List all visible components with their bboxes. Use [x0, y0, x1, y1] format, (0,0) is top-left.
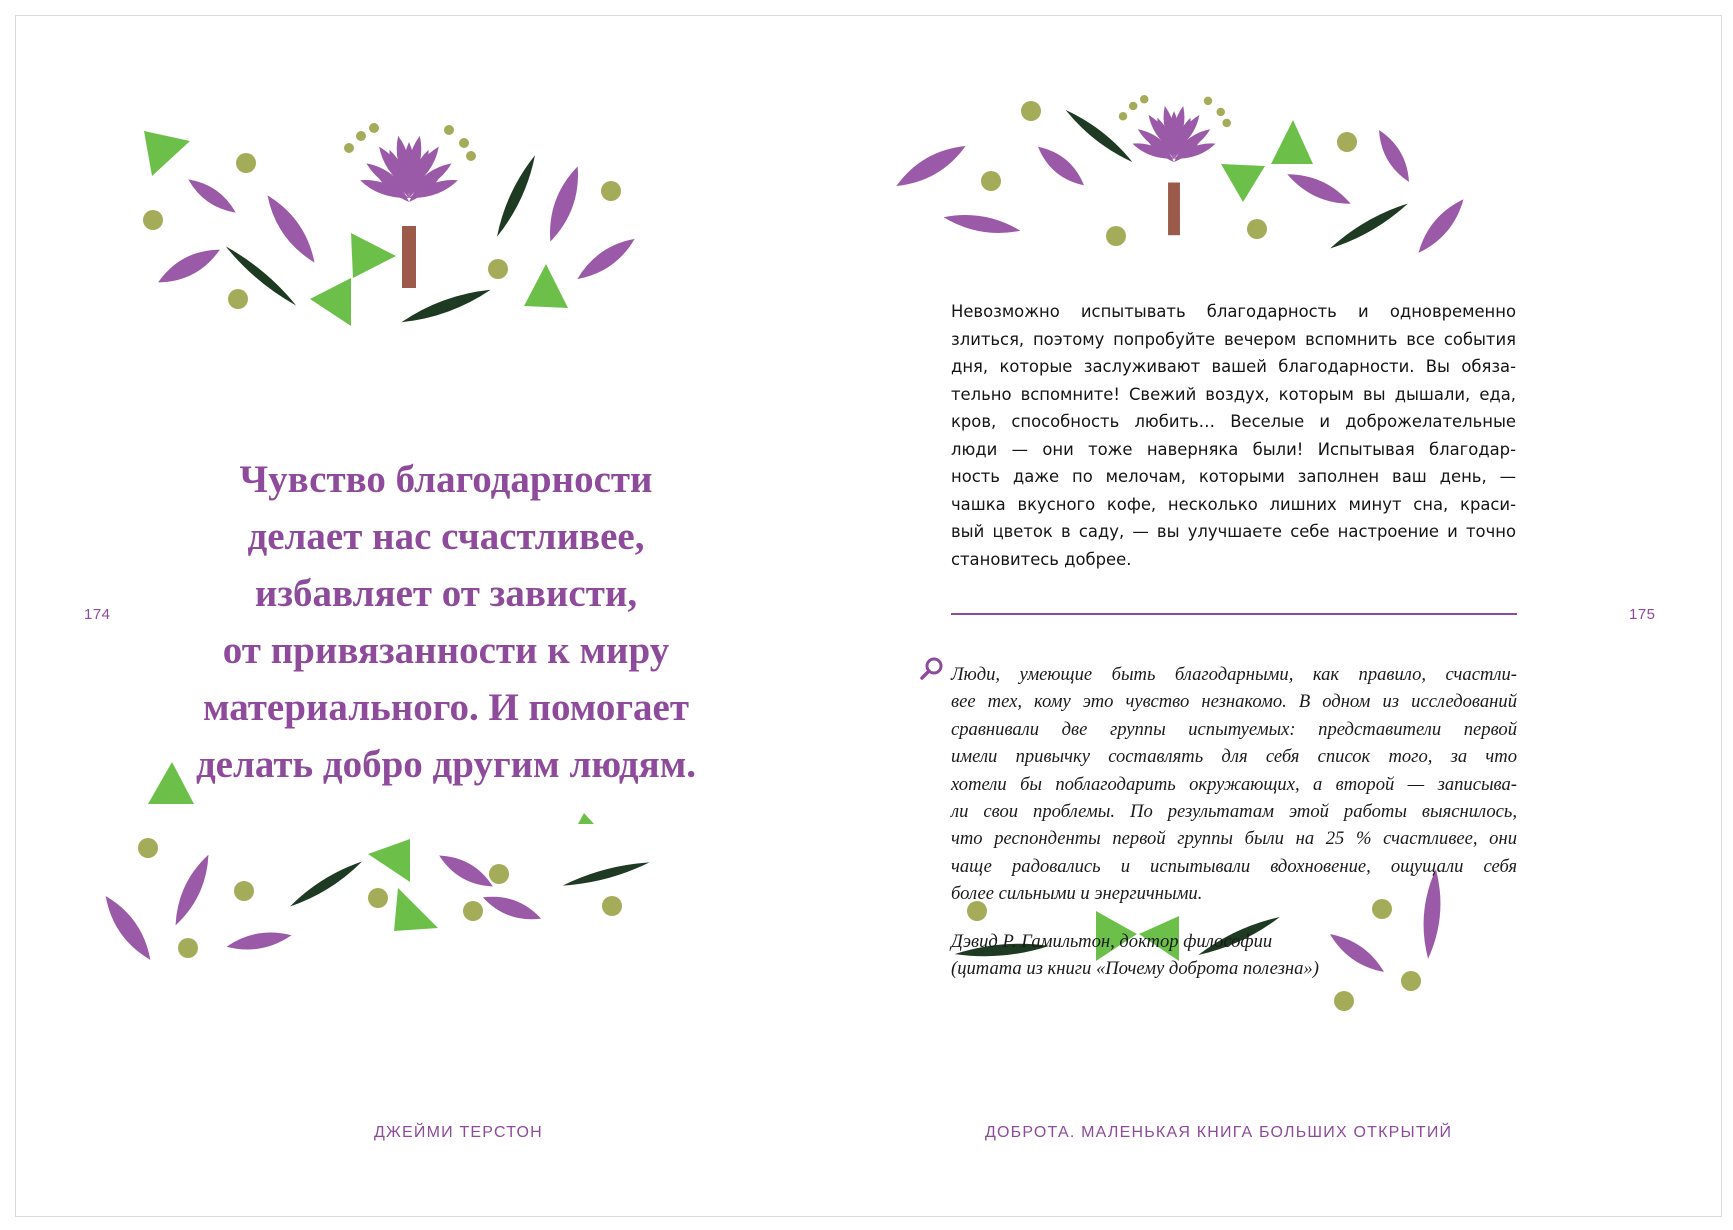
tree-bud: [1217, 108, 1226, 117]
triangle-shape: [524, 264, 568, 308]
leaf-shape: [184, 174, 240, 219]
triangle-shape: [310, 278, 351, 326]
text-line: чаще радовались и испытывали вдохновение, ощущали себя: [951, 855, 1517, 877]
tree-bud: [1204, 97, 1213, 106]
text-line: вее тех, кому это чувство незнакомо. В одном из исследований: [951, 691, 1517, 713]
text-line: сравнивали две группы испытуемых: представители первой: [951, 718, 1517, 740]
dot-shape: [1247, 219, 1267, 239]
dot-shape: [1021, 101, 1041, 121]
dot-shape: [236, 153, 256, 173]
text-line: ность даже по мелочам, которыми заполнен ваш день, —: [951, 467, 1516, 486]
triangle-shape: [1221, 164, 1265, 202]
dot-shape: [1106, 226, 1126, 246]
top-leaf-ornament: [892, 95, 1470, 258]
leaf-shape: [435, 849, 497, 894]
dot-shape: [1334, 991, 1354, 1011]
quote-attribution: [951, 928, 1517, 983]
text-line: злиться, поэтому попробуйте вечером вспомнить все события: [951, 329, 1516, 349]
leaf-shape: [561, 858, 650, 890]
tree-bud: [369, 123, 379, 133]
triangle-shape: [351, 233, 396, 278]
running-footer-author: ДЖЕЙМИ ТЕРСТОН: [374, 1124, 543, 1141]
dot-shape: [601, 181, 621, 201]
dot-shape: [143, 210, 163, 230]
quote-line: Чувство благодарности: [239, 458, 653, 501]
quote-line: от привязанности к миру: [222, 629, 670, 672]
dot-shape: [1337, 132, 1357, 152]
right-page-decoration: [869, 16, 1722, 1216]
leaf-shape: [542, 163, 586, 244]
text-line: люди — они тоже наверняка были! Испытывая благодар-: [951, 439, 1516, 459]
dot-shape: [488, 259, 508, 279]
triangle-shape: [578, 813, 594, 824]
text-line: Люди, умеющие быть благодарными, как правило, счастли-: [951, 664, 1517, 685]
text-line: вый цветок в саду, — вы улучшаете себе настроение и точно: [951, 522, 1516, 541]
text-line: дня, которые заслуживают вашей благодарности. Вы обяза-: [951, 357, 1516, 376]
text-line: ли свои проблемы. По результатам этой работы выяснилось,: [951, 801, 1517, 823]
tree-bud: [356, 131, 366, 141]
text-line: тельно вспомните! Свежий воздух, которым вы дышали, еда,: [951, 384, 1516, 404]
leaf-shape: [480, 890, 544, 926]
text-line: чашка вкусного кофе, несколько лишних минут сна, краси-: [951, 494, 1516, 514]
text-line: Невозможно испытывать благодарность и одновременно: [951, 302, 1516, 321]
leaf-shape: [287, 857, 364, 911]
leaf-shape: [154, 242, 224, 291]
tree-bud: [1140, 95, 1149, 104]
dot-shape: [368, 888, 388, 908]
leaf-shape: [573, 232, 640, 285]
leaf-shape: [1328, 199, 1411, 253]
page-number-right: 175: [1629, 606, 1656, 623]
text-line: имели привычку составлять для себя список того, за что: [951, 746, 1517, 768]
leaf-shape: [942, 210, 1021, 238]
text-line: становитесь добрее.: [951, 549, 1132, 569]
tree-bud: [444, 125, 454, 135]
running-footer-title: ДОБРОТА. МАЛЕНЬКАЯ КНИГА БОЛЬШИХ ОТКРЫТИЙ: [985, 1124, 1453, 1141]
leaf-shape: [1033, 141, 1089, 192]
leaf-shape: [1284, 167, 1354, 211]
triangle-shape: [1271, 120, 1313, 164]
leaf-shape: [98, 891, 157, 965]
leaf-shape: [168, 851, 215, 928]
leaf-shape: [492, 153, 540, 239]
dot-shape: [228, 289, 248, 309]
leaf-shape: [1412, 194, 1469, 258]
text-line: более сильными и энергичными.: [951, 883, 1203, 905]
dot-shape: [463, 901, 483, 921]
divider-rule: [951, 613, 1517, 615]
page-number-left: 174: [84, 606, 111, 623]
tree-trunk: [1168, 183, 1180, 236]
top-leaf-ornament: [143, 123, 639, 328]
attribution-source: (цитата из книги «Почему доброта полезна»): [951, 958, 1319, 980]
left-page: [16, 16, 869, 1216]
leaf-shape: [225, 928, 293, 954]
magnifier-icon: [919, 656, 945, 682]
text-line: кров, способность любить… Веселые и доброжелательные: [951, 412, 1516, 431]
triangle-shape: [394, 888, 438, 931]
quote-line: материального. И помогает: [202, 686, 689, 729]
text-line: что респонденты первой группы были на 25 % счастливее, они: [951, 828, 1517, 850]
tree-trunk: [402, 226, 416, 288]
attribution-author: Дэвид Р. Гамильтон, доктор философии: [951, 931, 1273, 952]
tree-bud: [466, 151, 476, 161]
tree-bud: [459, 138, 469, 148]
quote-line: избавляет от зависти,: [254, 572, 638, 615]
leaf-shape: [399, 284, 492, 328]
quote-line: делает нас счастливее,: [247, 515, 645, 558]
research-sidebar: [951, 661, 1517, 908]
dot-shape: [489, 864, 509, 884]
tree-bud: [344, 143, 354, 153]
dot-shape: [138, 838, 158, 858]
right-page: [869, 16, 1722, 1216]
dot-shape: [602, 896, 622, 916]
tree-bud: [1222, 119, 1231, 128]
text-line: хотели бы поблагодарить окружающих, а второй — записыва-: [951, 773, 1517, 795]
body-paragraph: [951, 298, 1516, 573]
leaf-shape: [1373, 126, 1416, 185]
book-spread: [15, 15, 1722, 1217]
triangle-shape: [368, 839, 410, 882]
dot-shape: [234, 881, 254, 901]
leaf-shape: [260, 190, 322, 267]
triangle-shape: [144, 131, 190, 176]
quote-line: делать добро другим людям.: [195, 743, 697, 786]
tree-bud: [1129, 102, 1138, 111]
pull-quote: [166, 451, 726, 793]
dot-shape: [981, 171, 1001, 191]
leaf-shape: [892, 138, 970, 194]
tree-bud: [1119, 112, 1128, 121]
dot-shape: [178, 938, 198, 958]
